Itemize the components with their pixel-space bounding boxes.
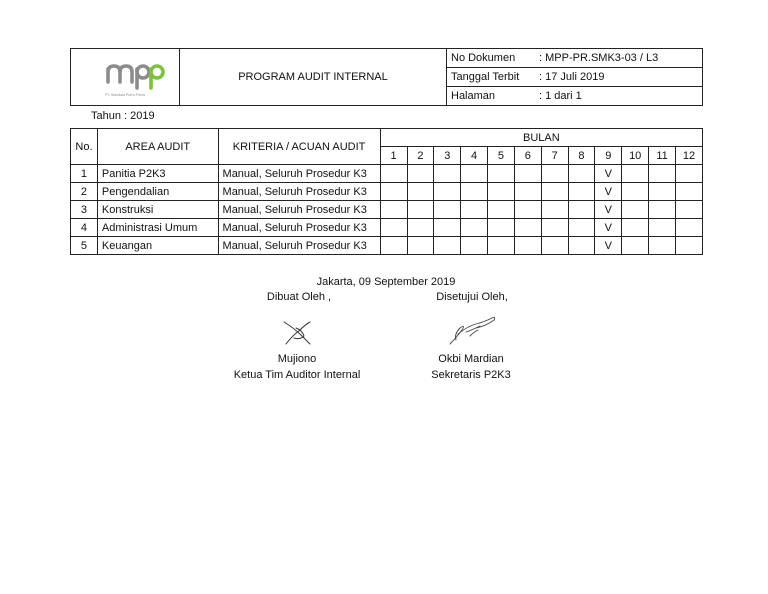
month-cell-8: [568, 201, 595, 219]
month-cell-12: [676, 219, 703, 237]
audit-body: [71, 165, 703, 255]
month-cell-7: [541, 219, 568, 237]
made-by-label: Dibuat Oleh ,: [266, 291, 332, 303]
month-cell-6: [514, 165, 541, 183]
row-area: Panitia P2K3: [97, 165, 218, 183]
month-cell-5: [488, 201, 515, 219]
table-row: [71, 219, 703, 237]
month-header-3: 3: [434, 147, 461, 165]
month-cell-1: [380, 183, 407, 201]
month-cell-2: [407, 219, 434, 237]
month-cell-7: [541, 183, 568, 201]
document-header: [70, 48, 703, 106]
month-cell-12: [676, 201, 703, 219]
table-row: [71, 183, 703, 201]
month-cell-8: [568, 165, 595, 183]
month-cell-9: V: [595, 201, 622, 219]
month-cell-5: [488, 219, 515, 237]
month-cell-2: [407, 237, 434, 255]
month-header-1: 1: [380, 147, 407, 165]
month-cell-10: [622, 165, 649, 183]
approver-signature: [446, 312, 500, 348]
month-cell-10: [622, 237, 649, 255]
col-header-no: No.: [71, 129, 98, 165]
meta-value-no-dokumen: : MPP-PR.SMK3-03 / L3: [535, 49, 703, 68]
month-cell-4: [461, 165, 488, 183]
maker-signature: [280, 318, 316, 348]
month-cell-6: [514, 237, 541, 255]
month-cell-3: [434, 165, 461, 183]
month-cell-6: [514, 183, 541, 201]
month-cell-5: [488, 183, 515, 201]
month-cell-11: [649, 183, 676, 201]
month-header-10: 10: [622, 147, 649, 165]
row-area: Pengendalian: [97, 183, 218, 201]
month-cell-11: [649, 201, 676, 219]
document-title: PROGRAM AUDIT INTERNAL: [180, 49, 447, 106]
month-cell-9: V: [595, 183, 622, 201]
year-line: Tahun : 2019: [91, 110, 155, 122]
meta-value-halaman: : 1 dari 1: [535, 87, 703, 106]
month-cell-9: V: [595, 165, 622, 183]
month-cell-4: [461, 219, 488, 237]
meta-label-no-dokumen: No Dokumen: [447, 49, 536, 68]
month-header-9: 9: [595, 147, 622, 165]
row-number: 2: [71, 183, 98, 201]
col-header-kriteria: KRITERIA / ACUAN AUDIT: [218, 129, 380, 165]
month-cell-6: [514, 201, 541, 219]
month-cell-3: [434, 201, 461, 219]
maker-name: Mujiono: [277, 353, 317, 365]
month-cell-8: [568, 183, 595, 201]
month-cell-5: [488, 165, 515, 183]
month-cell-4: [461, 201, 488, 219]
approver-title: Sekretaris P2K3: [431, 369, 511, 381]
month-cell-2: [407, 201, 434, 219]
month-cell-2: [407, 183, 434, 201]
row-kriteria: Manual, Seluruh Prosedur K3: [218, 201, 380, 219]
month-cell-12: [676, 183, 703, 201]
month-cell-8: [568, 237, 595, 255]
table-row: [71, 201, 703, 219]
approver-name: Okbi Mardian: [438, 353, 504, 365]
month-cell-7: [541, 237, 568, 255]
row-number: 5: [71, 237, 98, 255]
month-cell-1: [380, 219, 407, 237]
month-header-11: 11: [649, 147, 676, 165]
row-kriteria: Manual, Seluruh Prosedur K3: [218, 183, 380, 201]
month-header-4: 4: [461, 147, 488, 165]
month-cell-1: [380, 165, 407, 183]
month-cell-1: [380, 201, 407, 219]
row-area: Keuangan: [97, 237, 218, 255]
month-header-12: 12: [676, 147, 703, 165]
month-cell-10: [622, 201, 649, 219]
table-row: [71, 165, 703, 183]
row-number: 4: [71, 219, 98, 237]
company-logo-cell: [71, 49, 180, 106]
month-cell-12: [676, 165, 703, 183]
month-header-8: 8: [568, 147, 595, 165]
row-kriteria: Manual, Seluruh Prosedur K3: [218, 237, 380, 255]
month-cell-5: [488, 237, 515, 255]
month-cell-3: [434, 219, 461, 237]
month-cell-3: [434, 237, 461, 255]
month-cell-6: [514, 219, 541, 237]
month-cell-11: [649, 219, 676, 237]
month-header-5: 5: [488, 147, 515, 165]
month-header-6: 6: [514, 147, 541, 165]
maker-title: Ketua Tim Auditor Internal: [233, 369, 361, 381]
month-cell-11: [649, 165, 676, 183]
row-area: Administrasi Umum: [97, 219, 218, 237]
month-cell-3: [434, 183, 461, 201]
col-header-area: AREA AUDIT: [97, 129, 218, 165]
month-cell-8: [568, 219, 595, 237]
month-header-2: 2: [407, 147, 434, 165]
month-cell-9: V: [595, 237, 622, 255]
approved-by-label: Disetujui Oleh,: [436, 291, 508, 303]
logo-subtitle: PT. Mandala Putra Prima: [105, 92, 145, 97]
row-number: 1: [71, 165, 98, 183]
month-cell-7: [541, 165, 568, 183]
month-cell-7: [541, 201, 568, 219]
row-kriteria: Manual, Seluruh Prosedur K3: [218, 219, 380, 237]
month-cell-4: [461, 183, 488, 201]
row-number: 3: [71, 201, 98, 219]
audit-table: [70, 128, 703, 255]
month-cell-10: [622, 183, 649, 201]
company-logo: [80, 52, 170, 100]
month-cell-10: [622, 219, 649, 237]
month-cell-4: [461, 237, 488, 255]
meta-label-halaman: Halaman: [447, 87, 536, 106]
place-date: Jakarta, 09 September 2019: [316, 276, 456, 288]
month-cell-9: V: [595, 219, 622, 237]
row-kriteria: Manual, Seluruh Prosedur K3: [218, 165, 380, 183]
col-header-bulan: BULAN: [380, 129, 702, 147]
month-cell-2: [407, 165, 434, 183]
meta-value-tanggal-terbit: : 17 Juli 2019: [535, 68, 703, 87]
table-row: [71, 237, 703, 255]
month-cell-11: [649, 237, 676, 255]
meta-label-tanggal-terbit: Tanggal Terbit: [447, 68, 536, 87]
month-cell-12: [676, 237, 703, 255]
month-cell-1: [380, 237, 407, 255]
row-area: Konstruksi: [97, 201, 218, 219]
month-header-7: 7: [541, 147, 568, 165]
